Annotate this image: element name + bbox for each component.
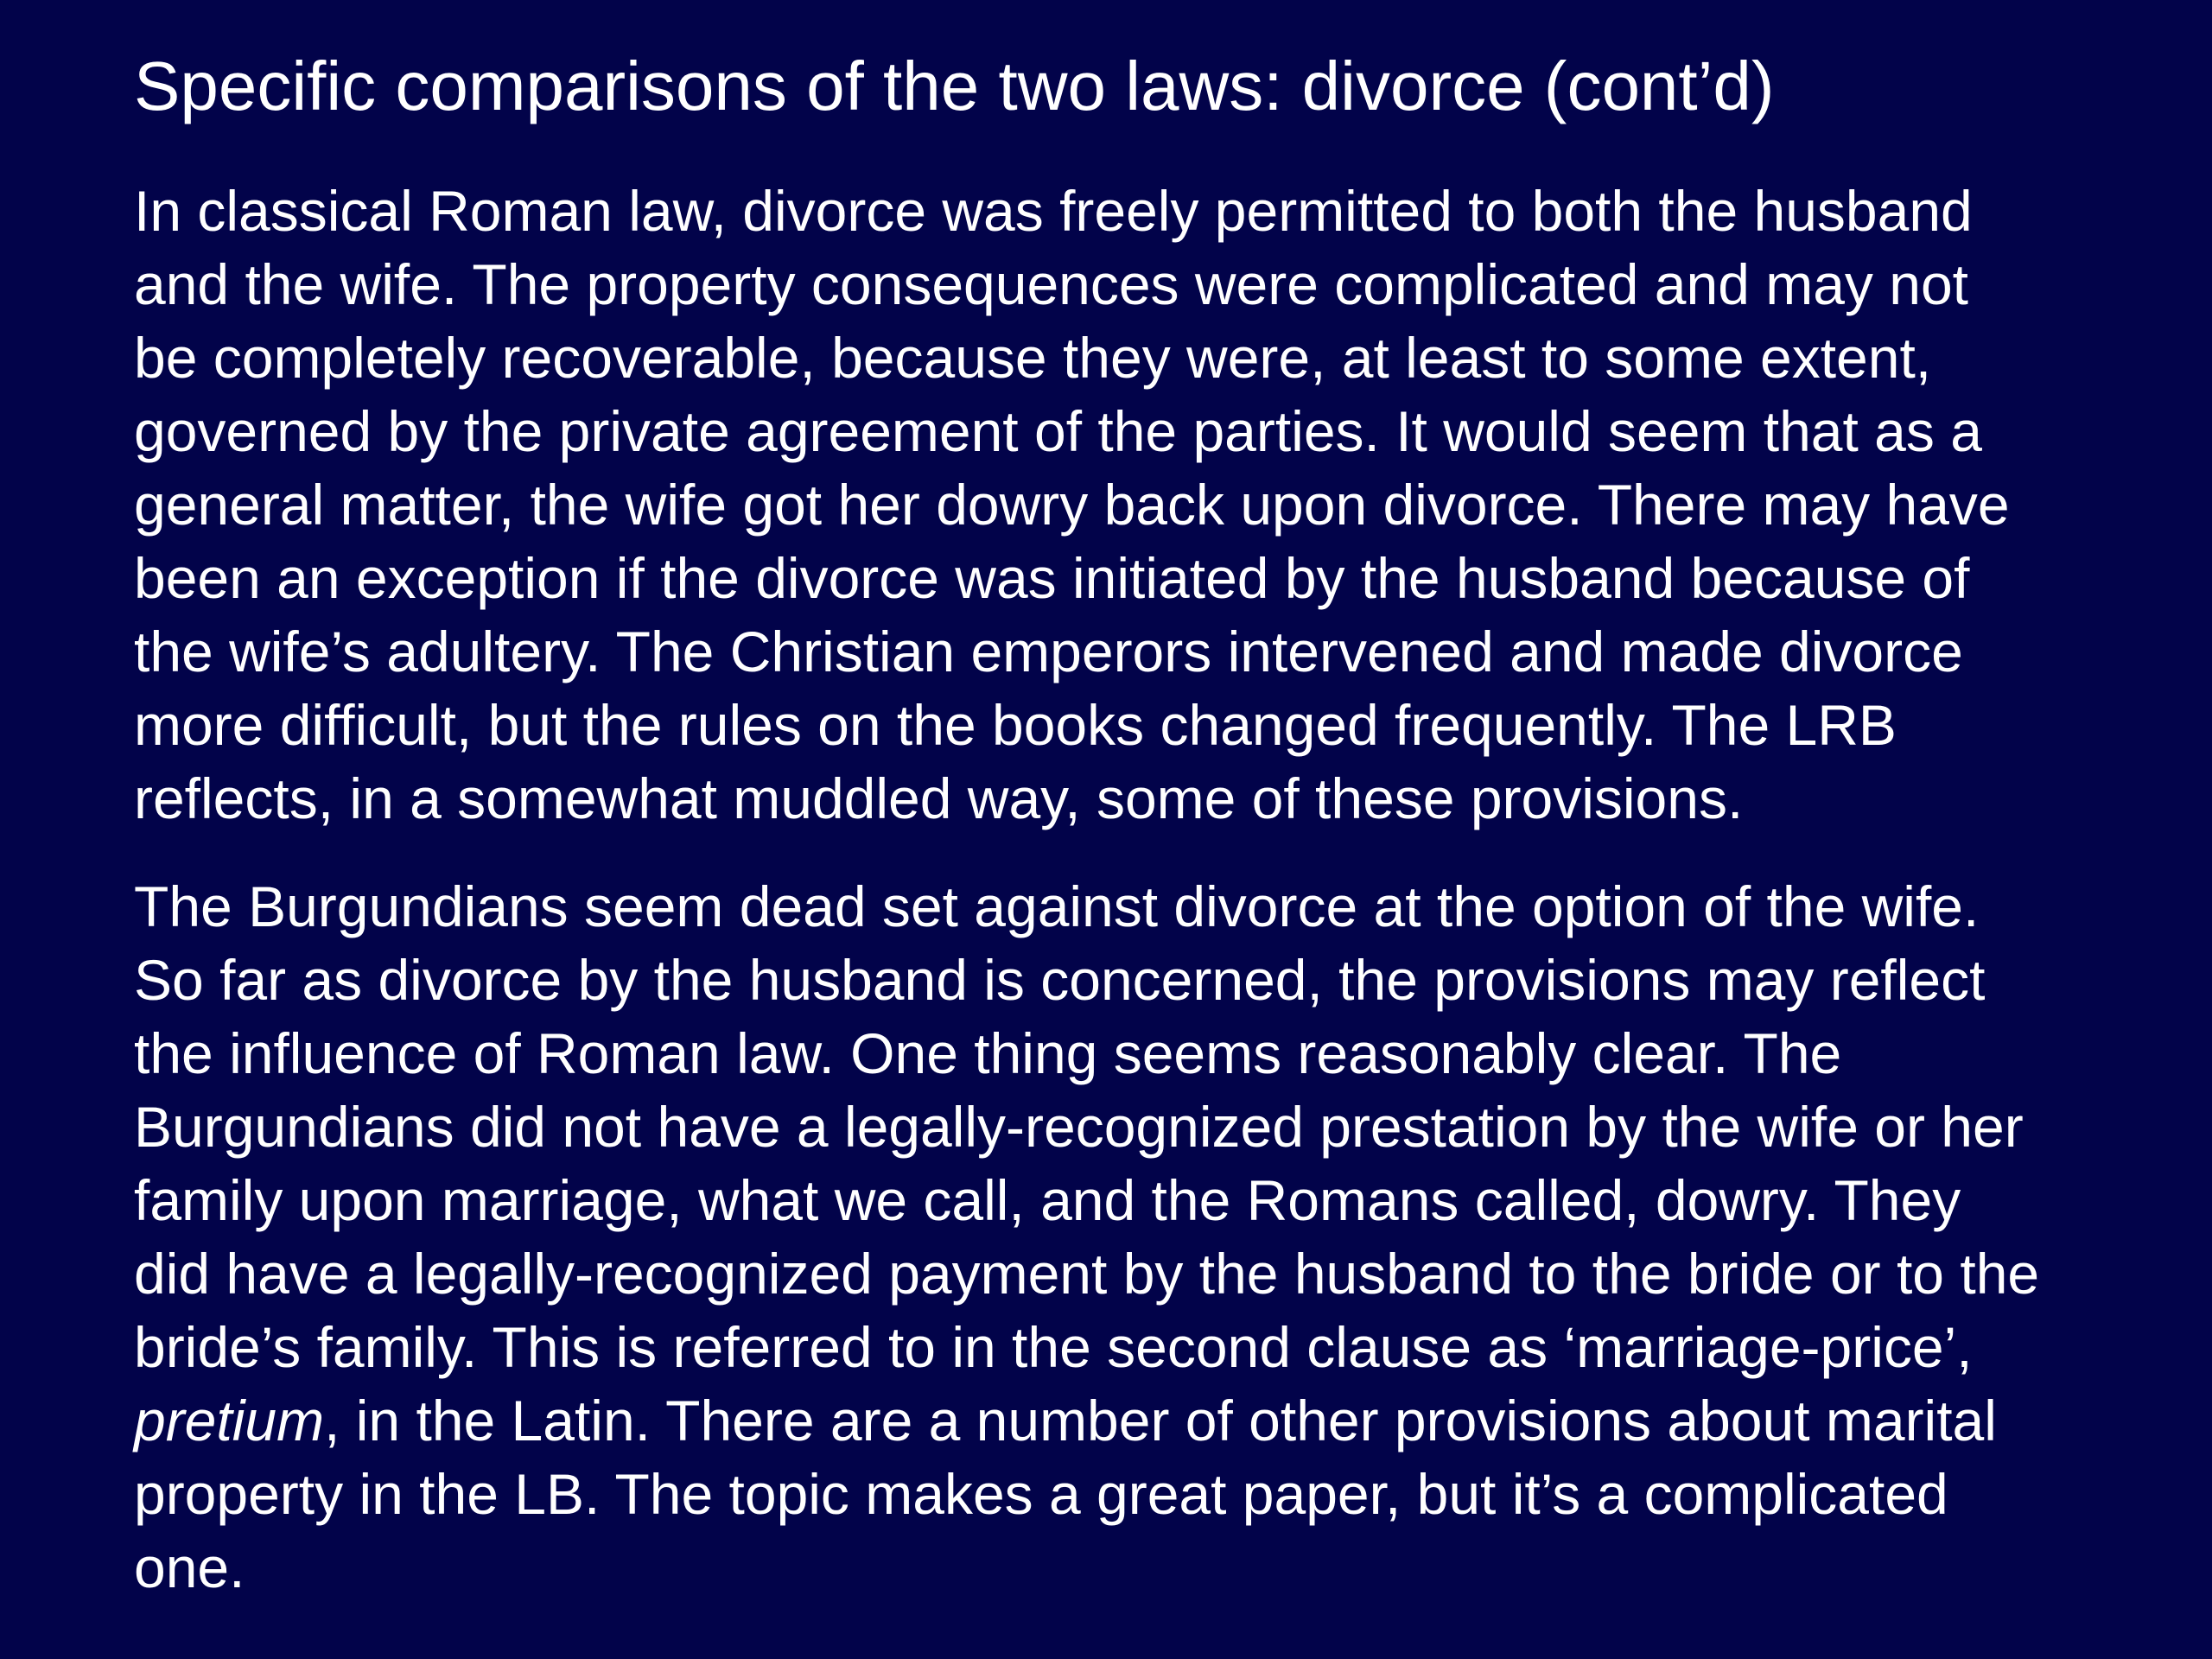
text-line: the influence of Roman law. One thing seems reasonably clear. The xyxy=(134,1021,1842,1085)
text-line: more difficult, but the rules on the books changed frequently. The LRB xyxy=(134,693,1897,757)
text-line: the wife’s adultery. The Christian emperors intervened and made divorce xyxy=(134,620,1963,683)
text-line: So far as divorce by the husband is concerned, the provisions may reflect xyxy=(134,948,1986,1012)
italic-term-pretium: pretium xyxy=(134,1389,325,1452)
paragraph-burgundian-law xyxy=(134,870,2190,1605)
text-line: bride’s family. This is referred to in the second clause as ‘marriage-price’, xyxy=(134,1315,1973,1379)
text-line: Burgundians did not have a legally-recognized prestation by the wife or her xyxy=(134,1095,2024,1159)
slide-body xyxy=(134,175,2190,1605)
text-line: and the wife. The property consequences were complicated and may not xyxy=(134,252,1969,316)
text-line: In classical Roman law, divorce was freely permitted to both the husband xyxy=(134,179,1973,243)
text-line: did have a legally-recognized payment by the husband to the bride or to the xyxy=(134,1242,2040,1306)
text-line: one. xyxy=(134,1535,245,1599)
text-line-with-italic xyxy=(134,1384,2190,1458)
slide-title: Specific comparisons of the two laws: divorce (cont’d) xyxy=(134,48,1775,124)
text-line: governed by the private agreement of the parties. It would seem that as a xyxy=(134,399,1982,463)
text-line: reflects, in a somewhat muddled way, some of these provisions. xyxy=(134,766,1744,830)
text-line: general matter, the wife got her dowry back upon divorce. There may have xyxy=(134,473,2010,537)
text-segment: , in the Latin. There are a number of other provisions about marital xyxy=(324,1389,1997,1452)
text-line: property in the LB. The topic makes a great paper, but it’s a complicated xyxy=(134,1462,1948,1526)
paragraph-roman-law xyxy=(134,175,2190,836)
text-line: been an exception if the divorce was initiated by the husband because of xyxy=(134,546,1970,610)
text-line: The Burgundians seem dead set against divorce at the option of the wife. xyxy=(134,874,1980,938)
text-line: family upon marriage, what we call, and the Romans called, dowry. They xyxy=(134,1168,1961,1232)
text-line: be completely recoverable, because they were, at least to some extent, xyxy=(134,326,1932,390)
